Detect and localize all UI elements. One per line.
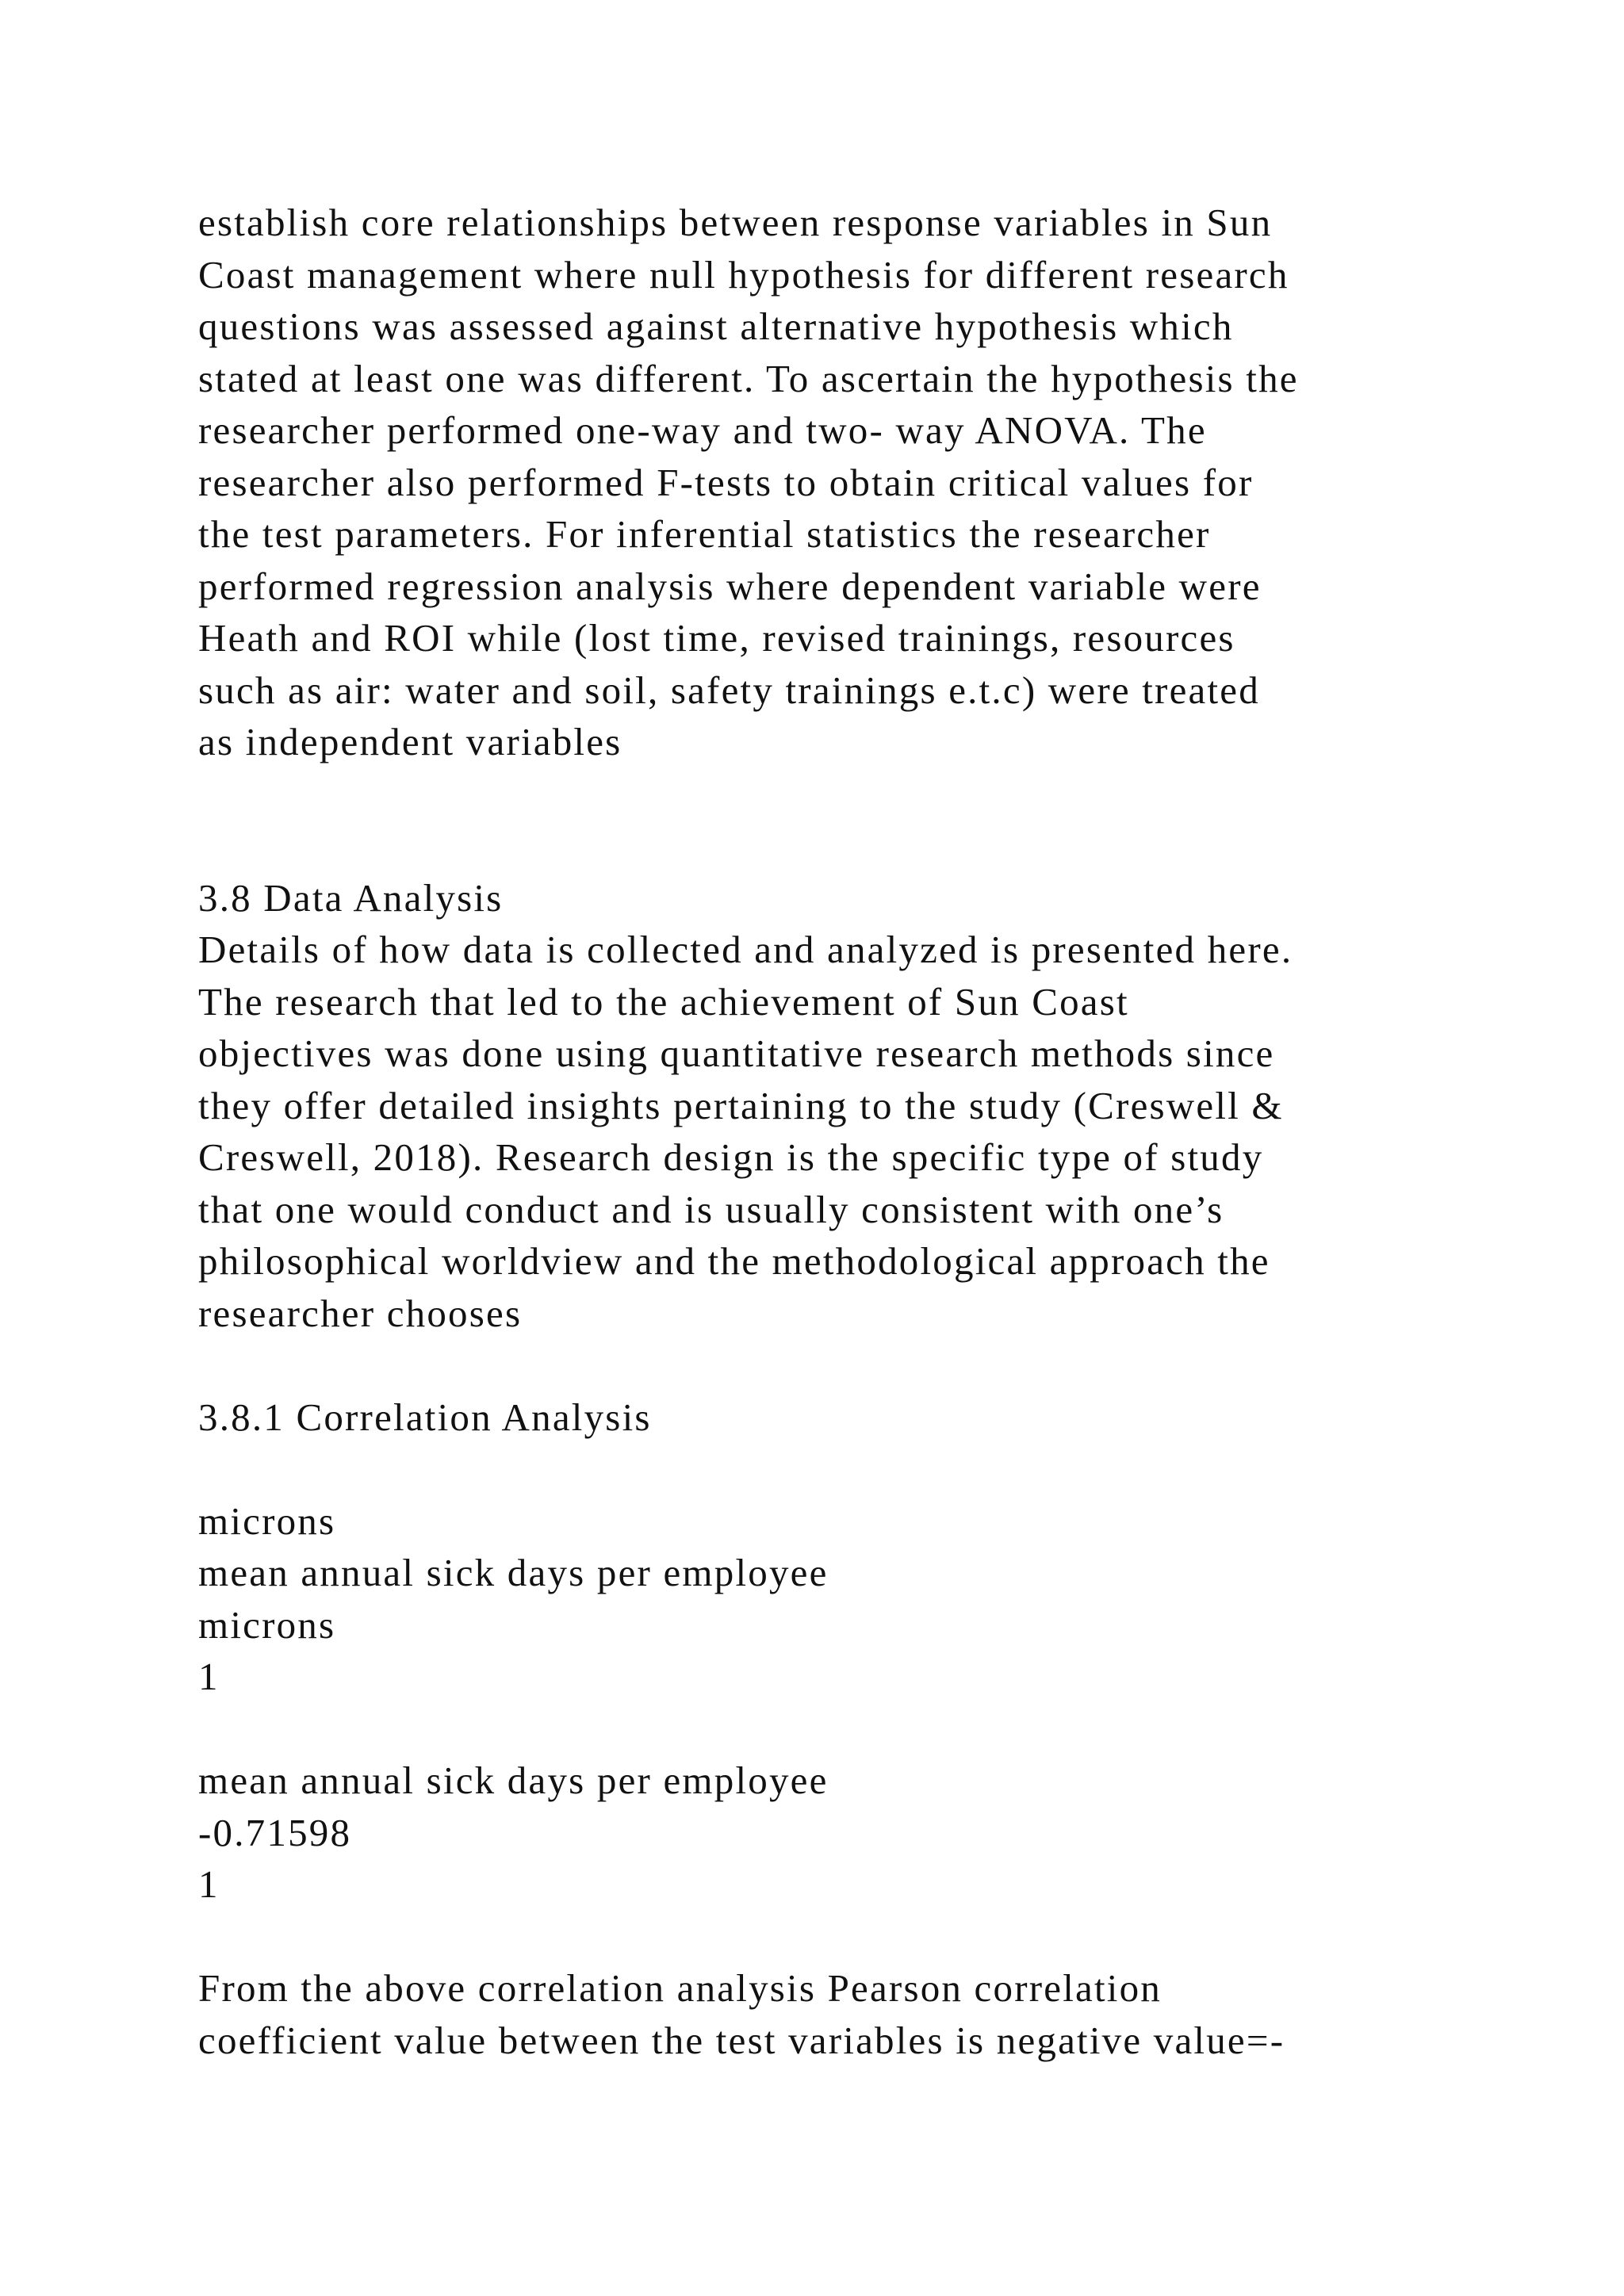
text-line: researcher also performed F-tests to obtain critical values for <box>198 460 1254 504</box>
text-line: objectives was done using quantitative research methods since <box>198 1031 1275 1075</box>
text-line: Heath and ROI while (lost time, revised trainings, resources <box>198 616 1235 660</box>
text-line: researcher performed one-way and two- way ANOVA. The <box>198 408 1207 452</box>
spacer <box>198 1911 1546 1963</box>
table-col-header: microns <box>198 1498 336 1543</box>
spacer <box>198 1703 1546 1755</box>
conclusion-paragraph <box>198 1962 1546 2066</box>
text-line: questions was assessed against alternative hypothesis which <box>198 304 1234 348</box>
spacer <box>198 768 1546 872</box>
section-heading: 3.8 Data Analysis <box>198 875 504 920</box>
table-cell: 1 <box>198 1862 220 1906</box>
text-line: Creswell, 2018). Research design is the specific type of study <box>198 1135 1264 1179</box>
section-3-8 <box>198 872 1546 1340</box>
text-line: that one would conduct and is usually consistent with one’s <box>198 1187 1224 1231</box>
text-line: they offer detailed insights pertaining to the study (Creswell & <box>198 1083 1284 1127</box>
text-line: philosophical worldview and the methodological approach the <box>198 1239 1270 1283</box>
text-line: researcher chooses <box>198 1291 523 1335</box>
text-line: performed regression analysis where dependent variable were <box>198 564 1262 608</box>
table-cell: -0.71598 <box>198 1810 352 1854</box>
section-3-8-1 <box>198 1391 1546 2067</box>
text-line: such as air: water and soil, safety trainings e.t.c) were treated <box>198 668 1260 712</box>
text-line: stated at least one was different. To ascertain the hypothesis the <box>198 356 1299 400</box>
table-row-label: mean annual sick days per employee <box>198 1758 829 1802</box>
intro-paragraph <box>198 197 1546 768</box>
text-line: as independent variables <box>198 720 622 763</box>
text-line: From the above correlation analysis Pearson correlation <box>198 1966 1162 2010</box>
spacer <box>198 1339 1546 1391</box>
text-line: establish core relationships between response variables in Sun <box>198 201 1273 244</box>
text-line: Details of how data is collected and analyzed is presented here. <box>198 928 1293 971</box>
text-line: the test parameters. For inferential statistics the researcher <box>198 512 1211 556</box>
table-cell: 1 <box>198 1655 220 1698</box>
table-row-label: microns <box>198 1602 336 1647</box>
text-line: Coast management where null hypothesis for different research <box>198 252 1289 297</box>
document-page <box>198 197 1546 2066</box>
spacer <box>198 1443 1546 1495</box>
section-heading: 3.8.1 Correlation Analysis <box>198 1395 652 1439</box>
correlation-table <box>198 1495 1546 1911</box>
table-col-header: mean annual sick days per employee <box>198 1551 829 1594</box>
text-line: coefficient value between the test variables is negative value=- <box>198 2018 1285 2062</box>
text-line: The research that led to the achievement of Sun Coast <box>198 979 1129 1024</box>
